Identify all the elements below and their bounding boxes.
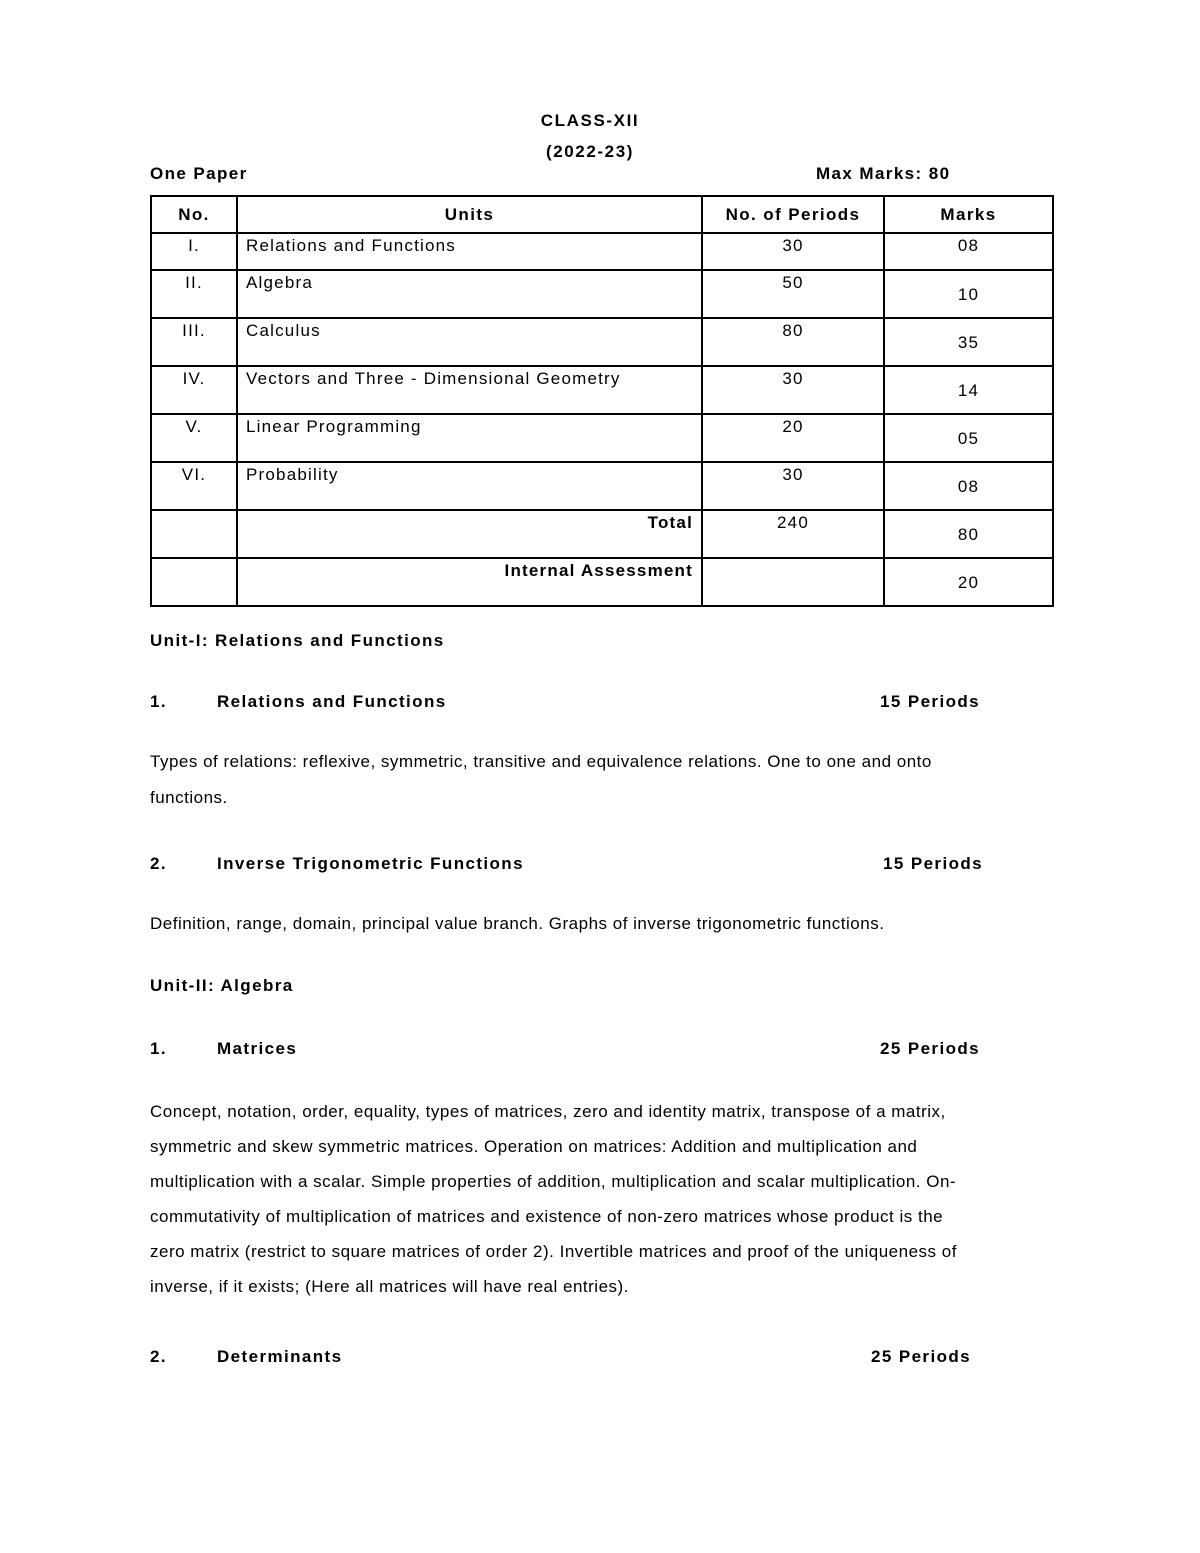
internal-marks-value: 20 [957, 573, 980, 592]
row-unit: Linear Programming [237, 414, 702, 462]
table-row [151, 462, 1053, 510]
row-unit: Calculus [237, 318, 702, 366]
unit2-topic1-periods: 25 Periods [880, 1039, 980, 1058]
session-year: (2022-23) [545, 142, 635, 161]
total-label: Total [237, 510, 702, 558]
row-marks-value: 08 [957, 477, 980, 496]
unit1-topic2-title: Inverse Trigonometric Functions [217, 854, 524, 873]
unit2-topic1-line6: inverse, if it exists; (Here all matrices will have real entries). [150, 1277, 629, 1296]
row-marks-value: 05 [957, 429, 980, 448]
row-periods: 80 [702, 318, 884, 366]
row-marks [884, 414, 1053, 462]
units-marks-table [150, 195, 1054, 607]
unit1-topic1-title: Relations and Functions [217, 692, 447, 711]
max-marks: Max Marks: 80 [816, 164, 951, 183]
row-periods: 50 [702, 270, 884, 318]
row-no: II. [151, 270, 237, 318]
internal-no [151, 558, 237, 606]
unit1-topic2-periods: 15 Periods [883, 854, 983, 873]
internal-label: Internal Assessment [237, 558, 702, 606]
header-marks: Marks [884, 196, 1053, 233]
row-no: III. [151, 318, 237, 366]
row-unit: Relations and Functions [237, 233, 702, 270]
total-row [151, 510, 1053, 558]
header-units: Units [237, 196, 702, 233]
row-periods: 30 [702, 366, 884, 414]
unit1-topic1-text-line1: Types of relations: reflexive, symmetric, transitive and equivalence relations. One to one and onto [150, 752, 932, 771]
row-unit: Vectors and Three - Dimensional Geometry [237, 366, 702, 414]
class-title: CLASS-XII [540, 111, 640, 130]
table-row [151, 366, 1053, 414]
unit2-topic1-title: Matrices [217, 1039, 298, 1058]
unit2-topic1-line3: multiplication with a scalar. Simple properties of addition, multiplication and scalar multiplication. On- [150, 1172, 957, 1191]
row-marks-value: 08 [957, 236, 980, 255]
table-row [151, 318, 1053, 366]
table-row [151, 270, 1053, 318]
row-marks [884, 270, 1053, 318]
unit2-topic1-line5: zero matrix (restrict to square matrices of order 2). Invertible matrices and proof of the uniqueness of [150, 1242, 957, 1261]
unit2-topic1-number: 1. [150, 1039, 167, 1058]
row-no: VI. [151, 462, 237, 510]
table-row [151, 414, 1053, 462]
row-unit: Algebra [237, 270, 702, 318]
row-marks-value: 35 [957, 333, 980, 352]
row-marks [884, 462, 1053, 510]
table-row [151, 233, 1053, 270]
row-no: I. [151, 233, 237, 270]
paper-label: One Paper [150, 164, 248, 183]
table-header-row [151, 196, 1053, 233]
row-no: V. [151, 414, 237, 462]
unit1-topic2-number: 2. [150, 854, 167, 873]
row-unit: Probability [237, 462, 702, 510]
internal-marks [884, 558, 1053, 606]
unit1-topic1-number: 1. [150, 692, 167, 711]
row-marks-value: 10 [957, 285, 980, 304]
row-marks [884, 233, 1053, 270]
total-marks-value: 80 [957, 525, 980, 544]
row-periods: 30 [702, 462, 884, 510]
unit1-topic1-text-line2: functions. [150, 788, 228, 807]
unit2-topic1-line1: Concept, notation, order, equality, types of matrices, zero and identity matrix, transpose of a matrix, [150, 1102, 946, 1121]
row-periods: 30 [702, 233, 884, 270]
unit1-topic2-text: Definition, range, domain, principal value branch. Graphs of inverse trigonometric functions. [150, 914, 885, 933]
unit2-topic2-number: 2. [150, 1347, 167, 1366]
unit1-heading: Unit-I: Relations and Functions [150, 631, 445, 650]
internal-assessment-row [151, 558, 1053, 606]
row-marks-value: 14 [957, 381, 980, 400]
unit2-topic1-line4: commutativity of multiplication of matrices and existence of non-zero matrices whose product is the [150, 1207, 944, 1226]
unit2-topic2-title: Determinants [217, 1347, 343, 1366]
unit1-topic1-periods: 15 Periods [880, 692, 980, 711]
total-marks [884, 510, 1053, 558]
row-no: IV. [151, 366, 237, 414]
row-marks [884, 366, 1053, 414]
unit2-heading: Unit-II: Algebra [150, 976, 294, 995]
header-periods: No. of Periods [702, 196, 884, 233]
total-periods: 240 [702, 510, 884, 558]
unit2-topic2-periods: 25 Periods [871, 1347, 971, 1366]
header-no: No. [151, 196, 237, 233]
internal-periods [702, 558, 884, 606]
total-no [151, 510, 237, 558]
unit2-topic1-line2: symmetric and skew symmetric matrices. Operation on matrices: Addition and multiplication and [150, 1137, 918, 1156]
row-periods: 20 [702, 414, 884, 462]
row-marks [884, 318, 1053, 366]
